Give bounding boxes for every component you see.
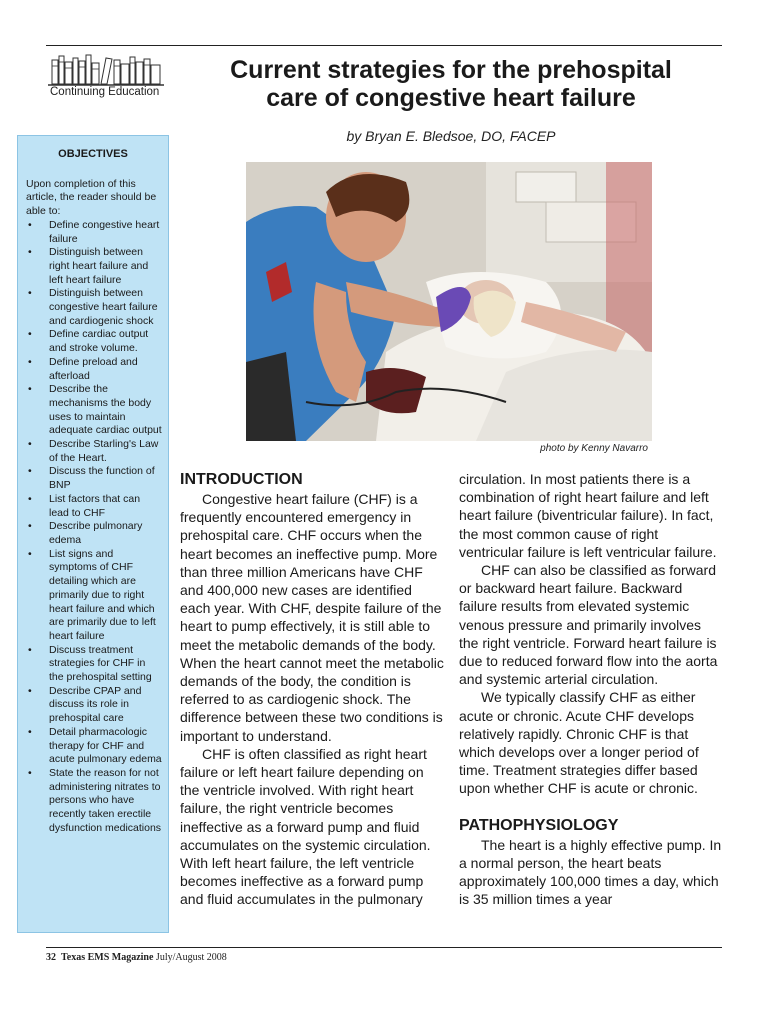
objective-item: • Describe CPAP and discuss its role in prehospital care — [26, 685, 162, 726]
header-rule — [46, 45, 722, 46]
title-line-1: Current strategies for the prehospital — [230, 56, 672, 84]
page-footer — [46, 952, 227, 963]
objective-item: • Define preload and afterload — [26, 356, 162, 383]
article-column-right — [459, 470, 723, 908]
introduction-paragraph-1: Congestive heart failure (CHF) is a frequently encountered emergency in prehospital care. CHF occurs when the heart becomes an ineffective pump. More than three million Americans have CHF and 400,000 new cases are identified each year. With CHF, despite failure of the heart to pump effectively, it is still able to meet the metabolic demands of the body. When the heart cannot meet the metabolic demands of the body, the condition is referred to as cardiogenic shock. The difference between these two conditions is important to understand. — [180, 491, 444, 744]
objective-item: • Discuss treatment strategies for CHF in the prehospital setting — [26, 644, 162, 685]
footer-rule — [46, 947, 722, 948]
books-icon — [48, 52, 164, 86]
objective-item: • List factors that can lead to CHF — [26, 493, 162, 520]
objective-item: • Discuss the function of BNP — [26, 465, 162, 492]
introduction-heading: INTRODUCTION — [180, 471, 303, 488]
title-line-2: care of congestive heart failure — [266, 84, 636, 112]
page-number: 32 — [46, 952, 56, 963]
photo-credit: photo by Kenny Navarro — [540, 443, 648, 454]
objective-item: • Distinguish between congestive heart failure and cardiogenic shock — [26, 287, 162, 328]
logo-label: Continuing Education — [50, 86, 160, 98]
objectives-list — [18, 219, 168, 836]
continuing-education-logo — [48, 52, 166, 100]
objective-item: • Distinguish between right heart failure and left heart failure — [26, 246, 162, 287]
objective-item: • Describe pulmonary edema — [26, 520, 162, 547]
article-column-left — [180, 470, 444, 909]
continuation-paragraph: circulation. In most patients there is a combination of right heart failure and left heart failure (biventricular failure). In fact, the most common cause of right ventricular failure is left ventricular failure. — [459, 471, 717, 560]
article-photo — [246, 162, 652, 441]
classification-paragraph: CHF can also be classified as forward or backward heart failure. Backward failure results from elevated systemic venous pressure and primarily involves the right ventricle. Forward heart failure is due to reduced forward flow into the aorta and systemic arterial circulation. — [459, 562, 718, 688]
magazine-name: Texas EMS Magazine — [61, 952, 154, 963]
objective-item: • Detail pharmacologic therapy for CHF and acute pulmonary edema — [26, 726, 162, 767]
article-title — [180, 56, 722, 112]
issue-date: July/August 2008 — [155, 952, 227, 963]
pathophysiology-paragraph: The heart is a highly effective pump. In a normal person, the heart beats approximately 100,000 times a day, which is 35 million times a year — [459, 836, 722, 908]
objective-item: • Define congestive heart failure — [26, 219, 162, 246]
acute-chronic-paragraph: We typically classify CHF as either acute or chronic. Acute CHF develops relatively rapidly. Chronic CHF is that which develops over a longer period of time. Treatment strategies differ based upon whether CHF is acute or chronic. — [459, 689, 699, 797]
objective-item: • State the reason for not administering nitrates to persons who have recently taken erectile dysfunction medications — [26, 767, 162, 836]
introduction-paragraph-2: CHF is often classified as right heart failure or left heart failure depending on the ventricle involved. With right heart failure, the right ventricle becomes ineffective as a forward pump and fluid accumulates on the systemic circulation. With left heart failure, the left ventricle becomes ineffective as a forward pump and fluid accumulates in the pulmonary — [180, 745, 431, 908]
objective-item: • List signs and symptoms of CHF detailing which are primarily due to right heart failure and which are primarily due to left heart failure — [26, 548, 162, 644]
byline: by Bryan E. Bledsoe, DO, FACEP — [346, 128, 556, 144]
objective-item: • Describe the mechanisms the body uses to maintain adequate cardiac output — [26, 383, 162, 438]
objectives-heading: OBJECTIVES — [58, 148, 128, 160]
paramedic-patient-illustration — [246, 162, 652, 441]
pathophysiology-heading: PATHOPHYSIOLOGY — [459, 816, 619, 834]
objective-item: • Define cardiac output and stroke volume. — [26, 328, 162, 355]
objectives-sidebar — [17, 135, 169, 933]
objectives-intro: Upon completion of this article, the reader should be able to: — [26, 177, 157, 218]
objective-item: • Describe Starling's Law of the Heart. — [26, 438, 162, 465]
